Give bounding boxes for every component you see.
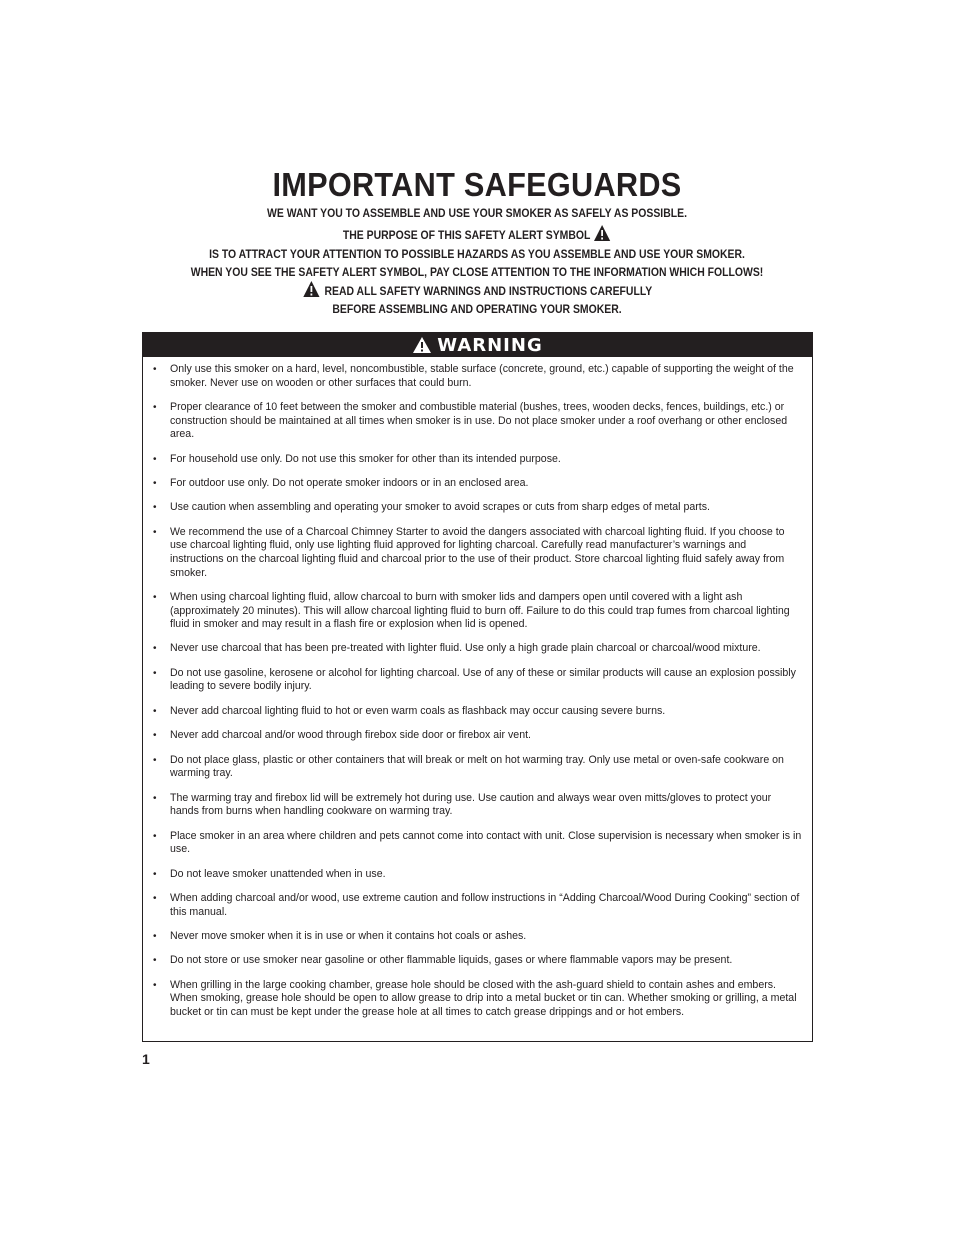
warning-header — [143, 333, 812, 357]
warning-box — [142, 332, 813, 1042]
warning-item: • Never add charcoal lighting fluid to hot or even warm coals as flashback may occur causing severe burns. — [153, 705, 802, 719]
read-line: BEFORE ASSEMBLING AND OPERATING YOUR SMOKER. — [332, 303, 622, 316]
intro-line: IS TO ATTRACT YOUR ATTENTION TO POSSIBLE HAZARDS AS YOU ASSEMBLE AND USE YOUR SMOKER. — [209, 247, 745, 261]
read-line-symbol — [48, 280, 907, 301]
page-title: IMPORTANT SAFEGUARDS — [272, 166, 682, 203]
warning-list — [143, 357, 812, 1020]
intro-line-symbol — [48, 224, 907, 246]
warning-item: • The warming tray and firebox lid will be extremely hot during use. Use caution and always wear oven mitts/gloves to protect your hands from burns when handling cookware on warming tray. — [153, 792, 802, 819]
intro-line: THE PURPOSE OF THIS SAFETY ALERT SYMBOL — [342, 228, 591, 242]
warning-item: • Do not store or use smoker near gasoline or other flammable liquids, gases or where flammable vapors may be present. — [153, 954, 802, 968]
intro-text — [0, 205, 954, 283]
warning-triangle-icon — [302, 280, 322, 298]
warning-item: • Never move smoker when it is in use or when it contains hot coals or ashes. — [153, 930, 802, 944]
warning-item: • Do not place glass, plastic or other containers that will break or melt on hot warming tray. Only use metal or oven-safe cookware on warming tray. — [153, 754, 802, 781]
page-number: 1 — [142, 1051, 150, 1067]
warning-item: • When adding charcoal and/or wood, use extreme caution and follow instructions in “Adding Charcoal/Wood During Cooking” section of this manual. — [153, 892, 802, 919]
warning-triangle-icon — [412, 336, 432, 354]
intro-line: WE WANT YOU TO ASSEMBLE AND USE YOUR SMOKER AS SAFELY AS POSSIBLE. — [267, 207, 687, 220]
warning-item: • Never add charcoal and/or wood through firebox side door or firebox air vent. — [153, 729, 802, 743]
warning-label: WARNING — [437, 334, 543, 356]
warning-item: • Place smoker in an area where children and pets cannot come into contact with unit. Close supervision is necessary when smoker is in use. — [153, 830, 802, 857]
warning-item: • For outdoor use only. Do not operate smoker indoors or in an enclosed area. — [153, 477, 802, 491]
warning-item: • We recommend the use of a Charcoal Chimney Starter to avoid the dangers associated with charcoal lighting fluid. If you choose to use charcoal lighting fluid, only use lighting fluid approved for lighting charcoal. Carefully read manufacturer’s warnings and instructions on the charcoal lighting fluid and charcoal prior to the use of their product. Store charcoal lighting fluid safely away from smoker. — [153, 526, 802, 580]
read-instructions — [0, 280, 954, 319]
warning-item: • When using charcoal lighting fluid, allow charcoal to burn with smoker lids and dampers open until covered with a light ash (approximately 20 minutes). This will allow charcoal lighting fluid to burn off. Failure to do this could trap fumes from charcoal lighting fluid in smoker and may result in a flash fire or explosion when lid is opened. — [153, 591, 802, 632]
warning-triangle-icon — [593, 224, 611, 242]
warning-item: • When grilling in the large cooking chamber, grease hole should be closed with the ash-guard shield to contain ashes and embers. When smoking, grease hole should be open to allow grease to drip into a metal bucket or tin can. Whether smoking or grilling, a metal bucket or tin can must be kept under the grease hole at all times to catch grease drippings and or hot embers. — [153, 979, 802, 1020]
read-line: READ ALL SAFETY WARNINGS AND INSTRUCTIONS CAREFULLY — [324, 285, 653, 298]
warning-item: • Never use charcoal that has been pre-treated with lighter fluid. Use only a high grade plain charcoal or charcoal/wood mixture. — [153, 642, 802, 656]
warning-item: • Only use this smoker on a hard, level, noncombustible, stable surface (concrete, ground, etc.) capable of supporting the weight of the smoker. Never use on wooden or other surfaces that could burn. — [153, 363, 802, 390]
warning-item: • Do not use gasoline, kerosene or alcohol for lighting charcoal. Use of any of these or similar products will cause an explosion possibly leading to severe bodily injury. — [153, 667, 802, 694]
warning-item: • Use caution when assembling and operating your smoker to avoid scrapes or cuts from sharp edges of metal parts. — [153, 501, 802, 515]
warning-item: • Do not leave smoker unattended when in use. — [153, 868, 802, 882]
warning-item: • Proper clearance of 10 feet between the smoker and combustible material (bushes, trees, wooden decks, fences, buildings, etc.) or construction should be maintained at all times when smoker is in use. Do not place smoker under a roof overhang or other enclosed area. — [153, 401, 802, 442]
intro-line: WHEN YOU SEE THE SAFETY ALERT SYMBOL, PAY CLOSE ATTENTION TO THE INFORMATION WHICH FOLLOWS! — [190, 266, 764, 280]
warning-item: • For household use only. Do not use this smoker for other than its intended purpose. — [153, 453, 802, 467]
